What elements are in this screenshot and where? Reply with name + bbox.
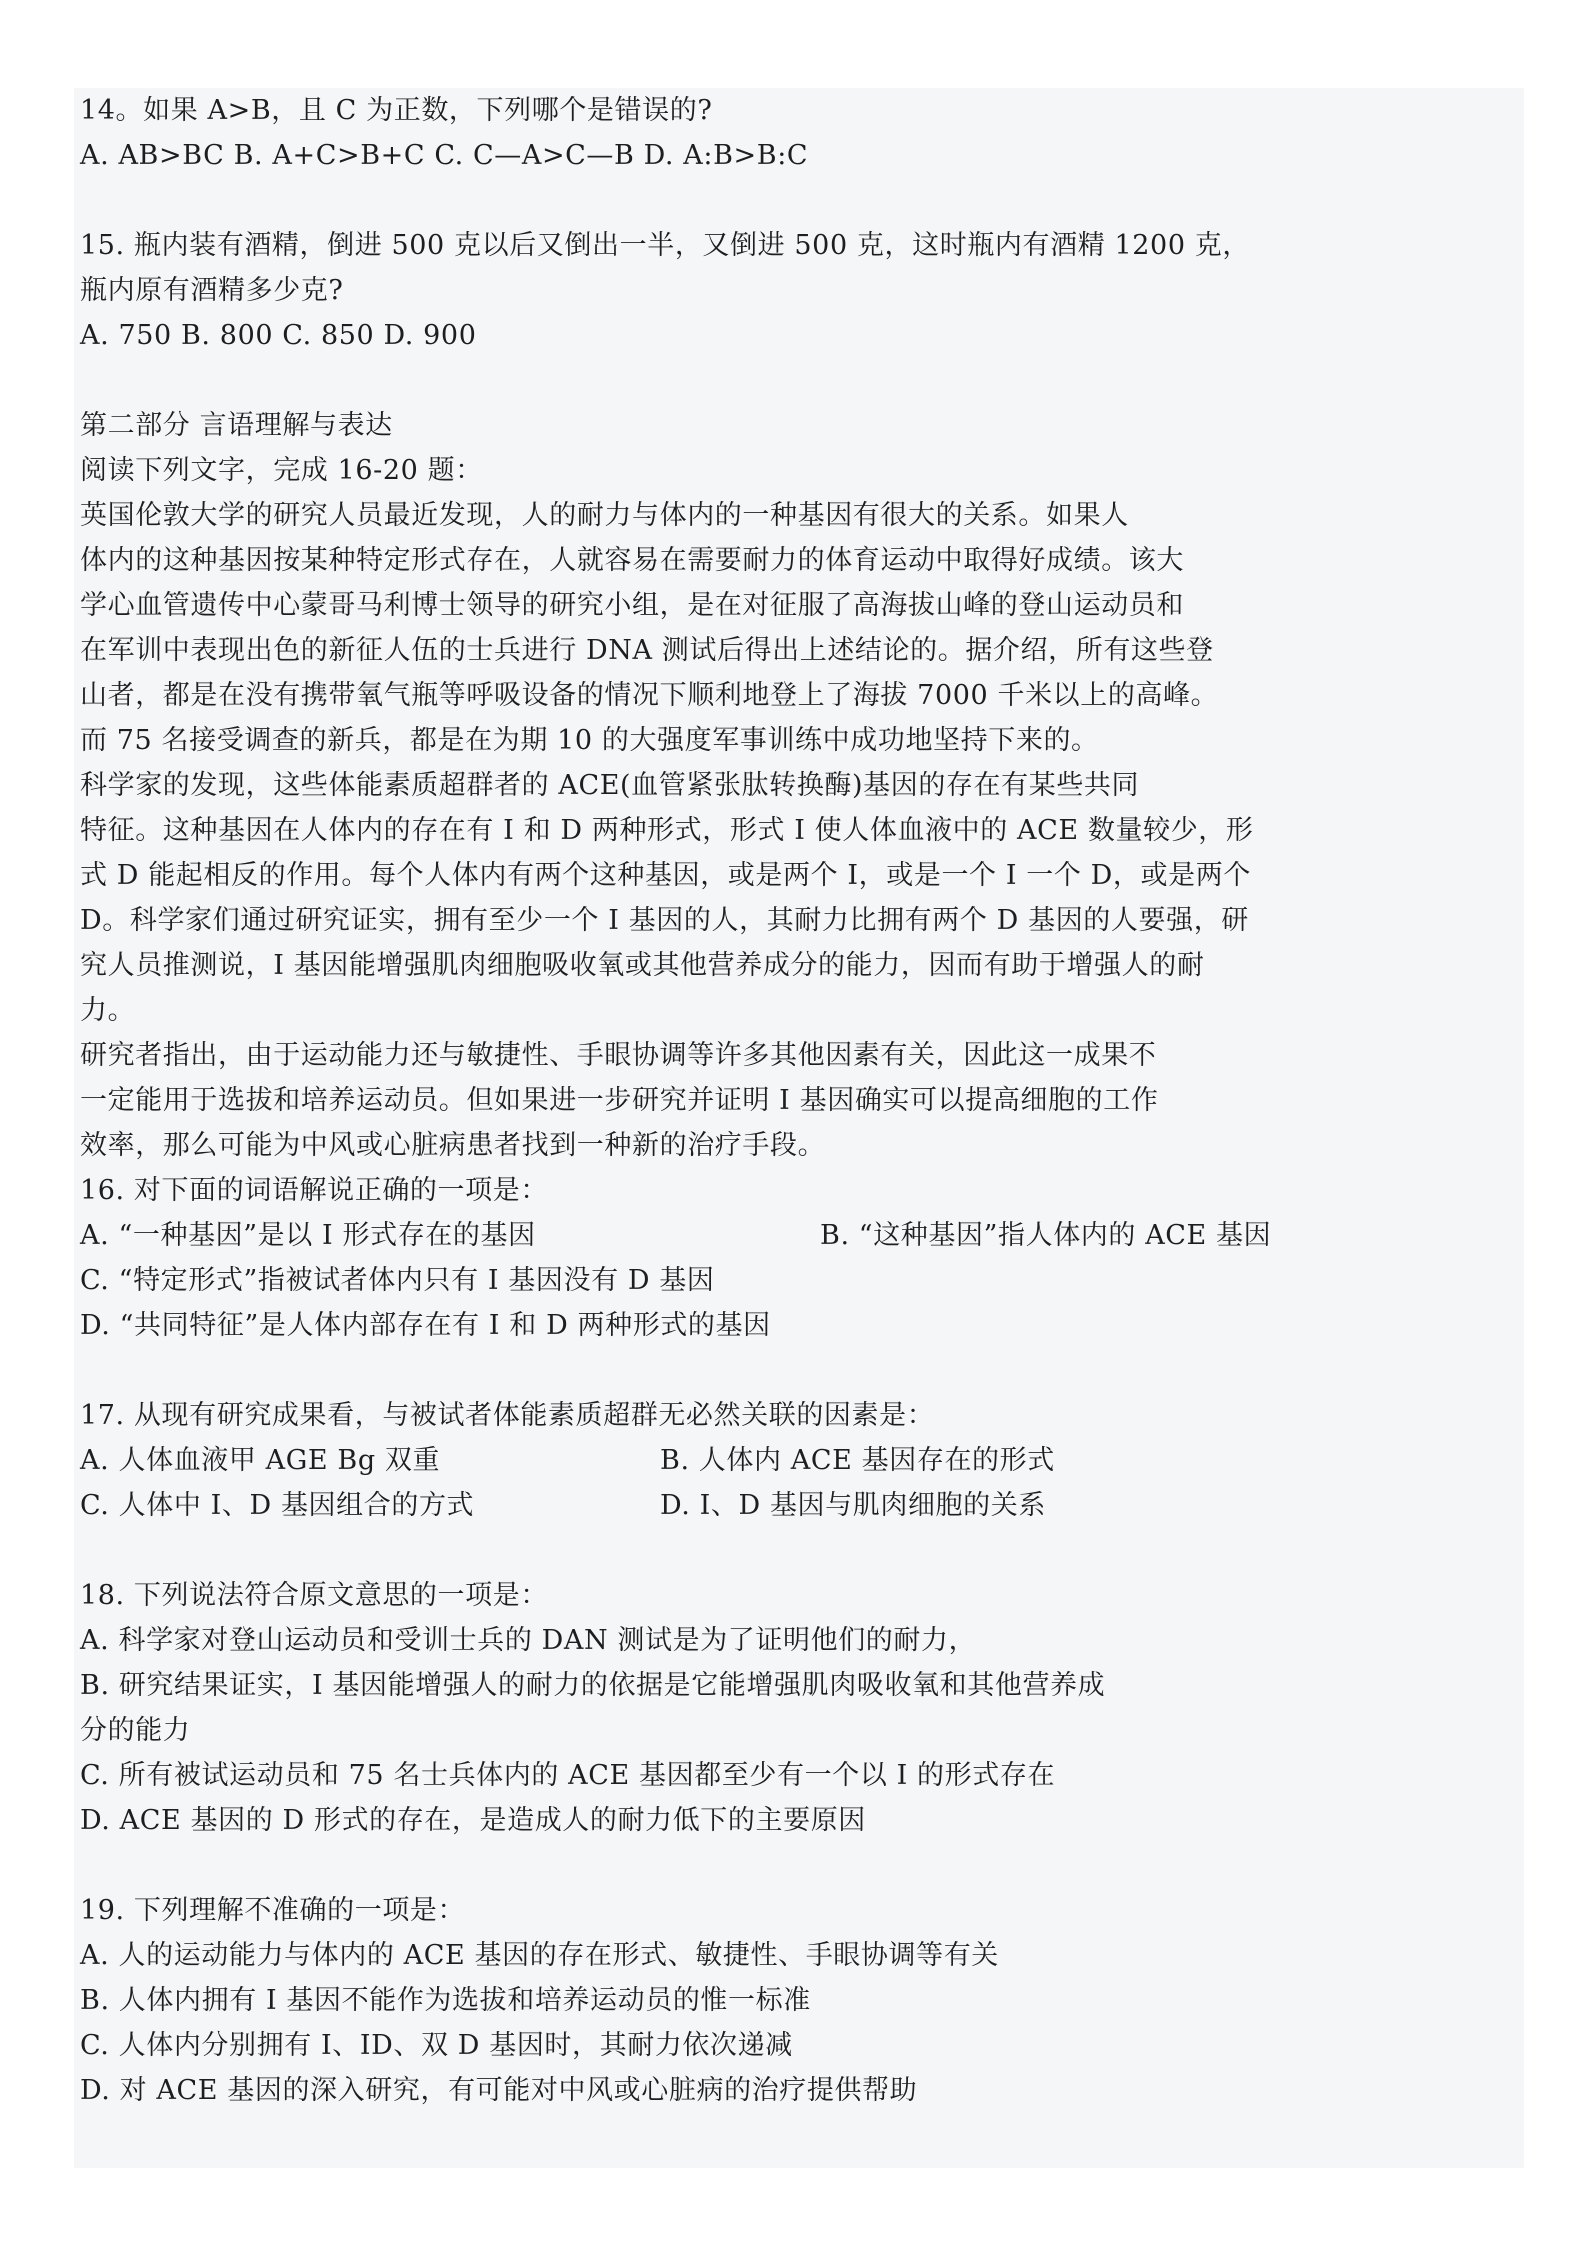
passage-line: 在军训中表现出色的新征人伍的士兵进行 DNA 测试后得出上述结论的。据介绍，所有这些登: [80, 635, 1214, 666]
question-options: A. AB>BC B. A+C>B+C C. C—A>C—B D. A:B>B:C: [80, 140, 809, 171]
option-c: C. “特定形式”指被试者体内只有 I 基因没有 D 基因: [80, 1265, 715, 1296]
question-stem: 15. 瓶内装有酒精，倒进 500 克以后又倒出一半，又倒进 500 克，这时瓶内有酒精 1200 克，: [80, 230, 1250, 261]
option-d: D. 对 ACE 基因的深入研究，有可能对中风或心脏病的治疗提供帮助: [80, 2075, 918, 2106]
question-19: [80, 1888, 1520, 2113]
question-stem: 18. 下列说法符合原文意思的一项是：: [80, 1580, 548, 1611]
passage-line: 特征。这种基因在人体内的存在有 I 和 D 两种形式，形式 I 使人体血液中的 ACE 数量较少，形: [80, 815, 1254, 846]
question-stem: 17. 从现有研究成果看，与被试者体能素质超群无必然关联的因素是：: [80, 1400, 935, 1431]
passage-line: 体内的这种基因按某种特定形式存在，人就容易在需要耐力的体育运动中取得好成绩。该大: [80, 545, 1184, 576]
section-title: 第二部分 言语理解与表达: [80, 410, 393, 441]
question-15: [80, 223, 1520, 358]
option-b: B. 人体内 ACE 基因存在的形式: [660, 1445, 1055, 1476]
option-c: C. 所有被试运动员和 75 名士兵体内的 ACE 基因都至少有一个以 I 的形式存在: [80, 1760, 1056, 1791]
passage-line: 而 75 名接受调查的新兵，都是在为期 10 的大强度军事训练中成功地坚持下来的。: [80, 725, 1099, 756]
question-18: [80, 1573, 1520, 1843]
passage-line: 效率，那么可能为中风或心脏病患者找到一种新的治疗手段。: [80, 1130, 826, 1161]
option-b: B. 人体内拥有 I 基因不能作为选拔和培养运动员的惟一标准: [80, 1985, 811, 2016]
passage-line: D。科学家们通过研究证实，拥有至少一个 I 基因的人，其耐力比拥有两个 D 基因的人要强，研: [80, 905, 1249, 936]
question-17: [80, 1393, 1520, 1528]
option-a: A. 人体血液甲 AGE Bg 双重: [80, 1445, 441, 1476]
question-stem-continued: 瓶内原有酒精多少克?: [80, 275, 344, 306]
passage-line: 究人员推测说，I 基因能增强肌肉细胞吸收氧或其他营养成分的能力，因而有助于增强人的耐: [80, 950, 1205, 981]
option-b: B. “这种基因”指人体内的 ACE 基因: [820, 1220, 1272, 1251]
option-a: A. 科学家对登山运动员和受训士兵的 DAN 测试是为了证明他们的耐力，: [80, 1625, 977, 1656]
question-16: [80, 1168, 1520, 1348]
passage-line: 一定能用于选拔和培养运动员。但如果进一步研究并证明 I 基因确实可以提高细胞的工作: [80, 1085, 1159, 1116]
exam-content: [80, 88, 1520, 2113]
passage-line: 力。: [80, 995, 136, 1026]
option-c: C. 人体中 I、D 基因组合的方式: [80, 1490, 475, 1521]
passage-paragraph-1: [80, 493, 1520, 763]
option-row: [80, 1213, 1520, 1258]
option-d: D. I、D 基因与肌肉细胞的关系: [660, 1490, 1046, 1521]
passage-paragraph-2: [80, 763, 1520, 1033]
passage-line: 英国伦敦大学的研究人员最近发现，人的耐力与体内的一种基因有很大的关系。如果人: [80, 500, 1129, 531]
passage-line: 学心血管遗传中心蒙哥马利博士领导的研究小组，是在对征服了高海拔山峰的登山运动员和: [80, 590, 1184, 621]
passage-line: 式 D 能起相反的作用。每个人体内有两个这种基因，或是两个 I，或是一个 I 一个 D，或是两个: [80, 860, 1251, 891]
option-b: B. 研究结果证实，I 基因能增强人的耐力的依据是它能增强肌肉吸收氧和其他营养成: [80, 1670, 1106, 1701]
option-c: C. 人体内分别拥有 I、ID、双 D 基因时，其耐力依次递减: [80, 2030, 793, 2061]
passage-paragraph-3: [80, 1033, 1520, 1168]
passage-line: 科学家的发现，这些体能素质超群者的 ACE(血管紧张肽转换酶)基因的存在有某些共同: [80, 770, 1140, 801]
question-options: A. 750 B. 800 C. 850 D. 900: [80, 320, 477, 351]
option-row: [80, 1438, 1520, 1483]
passage-line: 山者，都是在没有携带氧气瓶等呼吸设备的情况下顺利地登上了海拔 7000 千米以上的高峰。: [80, 680, 1219, 711]
option-b-continued: 分的能力: [80, 1715, 191, 1746]
option-a: A. “一种基因”是以 I 形式存在的基因: [80, 1220, 536, 1251]
question-stem: 16. 对下面的词语解说正确的一项是：: [80, 1175, 548, 1206]
option-d: D. ACE 基因的 D 形式的存在，是造成人的耐力低下的主要原因: [80, 1805, 866, 1836]
option-a: A. 人的运动能力与体内的 ACE 基因的存在形式、敏捷性、手眼协调等有关: [80, 1940, 999, 1971]
option-d: D. “共同特征”是人体内部存在有 I 和 D 两种形式的基因: [80, 1310, 771, 1341]
passage-line: 研究者指出，由于运动能力还与敏捷性、手眼协调等许多其他因素有关，因此这一成果不: [80, 1040, 1157, 1071]
question-stem: 19. 下列理解不准确的一项是：: [80, 1895, 466, 1926]
reading-instruction: 阅读下列文字，完成 16-20 题：: [80, 455, 483, 486]
question-14: [80, 88, 1520, 178]
question-stem: 14。如果 A>B，且 C 为正数，下列哪个是错误的?: [80, 95, 713, 126]
option-row: [80, 1483, 1520, 1528]
